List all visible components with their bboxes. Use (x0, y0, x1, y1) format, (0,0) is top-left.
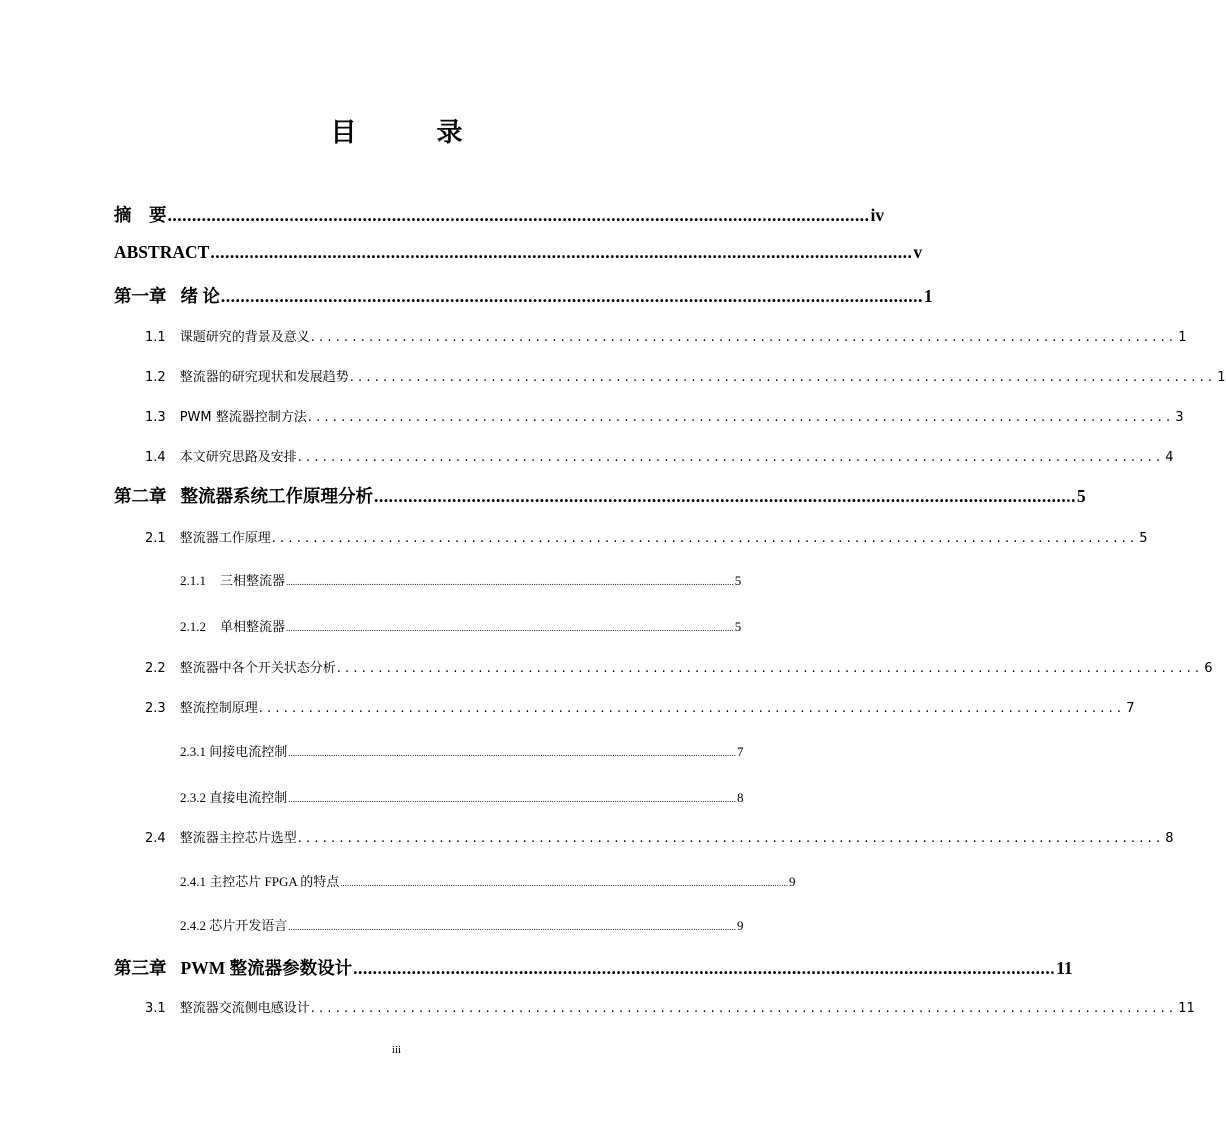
toc-entry-2-1-2[interactable] (180, 616, 742, 635)
toc-entry-1-3[interactable] (145, 406, 1184, 425)
chapter-number: 第一章 (114, 286, 167, 306)
toc-entry-label (114, 283, 220, 308)
leader-dots: ................................................................................................................................................ (220, 286, 923, 306)
leader-dots: ........................................................................................................ (349, 370, 1217, 385)
toc-entry-page: 1 (1178, 330, 1187, 345)
subsection-title: 直接电流控制 (209, 790, 288, 805)
subsection-title: 主控芯片 FPGA 的特点 (209, 874, 340, 889)
leader-dots: ....................................................................................................................................................................................................... (286, 623, 734, 633)
section-title: 整流器中各个开关状态分析 (179, 661, 336, 676)
toc-entry-page: 8 (737, 790, 744, 805)
section-number: 1.2 (145, 370, 166, 385)
leader-dots: ........................................................................................................ (336, 661, 1204, 676)
subsection-title: 间接电流控制 (209, 744, 288, 759)
toc-title (0, 112, 793, 149)
chapter-number: 第三章 (114, 958, 167, 978)
toc-entry-1-2[interactable] (145, 366, 1226, 385)
toc-entry-page: iv (870, 205, 885, 225)
section-title: 本文研究思路及安排 (179, 450, 297, 465)
leader-dots: ........................................................................................................ (310, 1001, 1178, 1016)
toc-title-char-2: 录 (436, 118, 503, 148)
toc-entry-page: 6 (1204, 661, 1213, 676)
subsection-title: 单相整流器 (220, 619, 286, 634)
toc-entry-page: 1 (1217, 370, 1226, 385)
page-number-footer: iii (391, 1044, 402, 1056)
toc-entry-2-3-1[interactable] (180, 741, 744, 760)
toc-entry-2-1[interactable] (145, 527, 1148, 546)
toc-entry-page: 11 (1178, 1001, 1195, 1016)
subsection-number: 2.1.2 (180, 619, 206, 634)
leader-dots: ........................................................................................................ (258, 701, 1126, 716)
leader-dots: ....................................................................................................................................................................................................... (288, 794, 737, 804)
leader-dots: ....................................................................................................................................................................................................... (288, 748, 737, 758)
toc-entry-2-3-2[interactable] (180, 787, 744, 806)
leader-dots: ....................................................................................................................................................................................................... (340, 878, 789, 888)
leader-dots: ....................................................................................................................................................................................................... (288, 922, 737, 932)
toc-entry-page: 4 (1165, 450, 1174, 465)
toc-entry-page: 8 (1165, 831, 1174, 846)
subsection-number: 2.3.2 (180, 790, 206, 805)
toc-entry-2-4-1[interactable] (180, 871, 796, 890)
chapter-title: PWM 整流器参数设计 (180, 958, 353, 978)
section-number: 2.4 (145, 831, 166, 846)
toc-entry-page: 7 (737, 744, 744, 759)
toc-entry-1-1[interactable] (145, 326, 1187, 345)
section-number: 1.4 (145, 450, 166, 465)
toc-entry-chapter-3[interactable] (114, 955, 1073, 980)
toc-entry-chapter-1[interactable] (114, 283, 933, 308)
toc-entry-page: 11 (1056, 958, 1073, 978)
toc-entry-page: 3 (1175, 410, 1184, 425)
leader-dots: ........................................................................................................ (307, 410, 1175, 425)
chapter-number: 第二章 (114, 486, 167, 506)
leader-dots: ................................................................................................................................................ (167, 205, 870, 225)
section-title: 整流器主控芯片选型 (179, 831, 297, 846)
toc-title-char-1: 目 (330, 118, 397, 148)
toc-entry-abstract-en[interactable] (114, 242, 923, 263)
section-number: 1.3 (145, 410, 166, 425)
chapter-title: 绪 论 (180, 286, 220, 306)
leader-dots: ................................................................................................................................................ (353, 958, 1056, 978)
toc-entry-page: v (913, 242, 923, 262)
toc-entry-page: 7 (1126, 701, 1135, 716)
toc-entry-2-4-2[interactable] (180, 915, 744, 934)
toc-entry-label: 摘 要 (114, 205, 167, 225)
section-number: 2.2 (145, 661, 166, 676)
section-number: 2.1 (145, 531, 166, 546)
section-title: 整流器交流侧电感设计 (179, 1001, 310, 1016)
toc-entry-2-4[interactable] (145, 827, 1174, 846)
toc-entry-page: 5 (734, 573, 742, 588)
toc-entry-2-2[interactable] (145, 657, 1213, 676)
leader-dots: ........................................................................................................ (310, 330, 1178, 345)
toc-entry-2-3[interactable] (145, 697, 1135, 716)
leader-dots: ........................................................................................................ (297, 450, 1165, 465)
subsection-number: 2.4.2 (180, 918, 206, 933)
section-number: 1.1 (145, 330, 166, 345)
toc-entry-page: 5 (1077, 486, 1086, 506)
section-title: 整流器工作原理 (179, 531, 271, 546)
chapter-title: 整流器系统工作原理分析 (180, 486, 373, 506)
toc-entry-abstract-cn[interactable] (114, 202, 885, 227)
subsection-number: 2.1.1 (180, 573, 206, 588)
toc-entry-page: 1 (923, 286, 933, 306)
leader-dots: ........................................................................................................ (271, 531, 1139, 546)
leader-dots: ....................................................................................................................................................................................................... (286, 577, 734, 587)
section-title: 课题研究的背景及意义 (179, 330, 310, 345)
toc-entry-page: 9 (789, 874, 796, 889)
leader-dots: ........................................................................................................ (297, 831, 1165, 846)
section-title: PWM 整流器控制方法 (179, 410, 307, 425)
toc-entry-chapter-2[interactable] (114, 483, 1086, 508)
subsection-title: 三相整流器 (220, 573, 286, 588)
toc-entry-1-4[interactable] (145, 446, 1174, 465)
section-title: 整流器的研究现状和发展趋势 (179, 370, 349, 385)
toc-entry-3-1[interactable] (145, 997, 1195, 1016)
toc-entry-page: 5 (1139, 531, 1148, 546)
subsection-number: 2.4.1 (180, 874, 206, 889)
toc-entry-page: 9 (737, 918, 744, 933)
section-number: 3.1 (145, 1001, 166, 1016)
toc-entry-2-1-1[interactable] (180, 570, 742, 589)
subsection-title: 芯片开发语言 (209, 918, 288, 933)
leader-dots: ................................................................................................................................................ (210, 242, 913, 262)
section-number: 2.3 (145, 701, 166, 716)
subsection-number: 2.3.1 (180, 744, 206, 759)
toc-entry-page: 5 (734, 619, 742, 634)
leader-dots: ................................................................................................................................................ (374, 486, 1076, 506)
toc-entry-label: ABSTRACT (114, 242, 210, 262)
section-title: 整流控制原理 (179, 701, 258, 716)
